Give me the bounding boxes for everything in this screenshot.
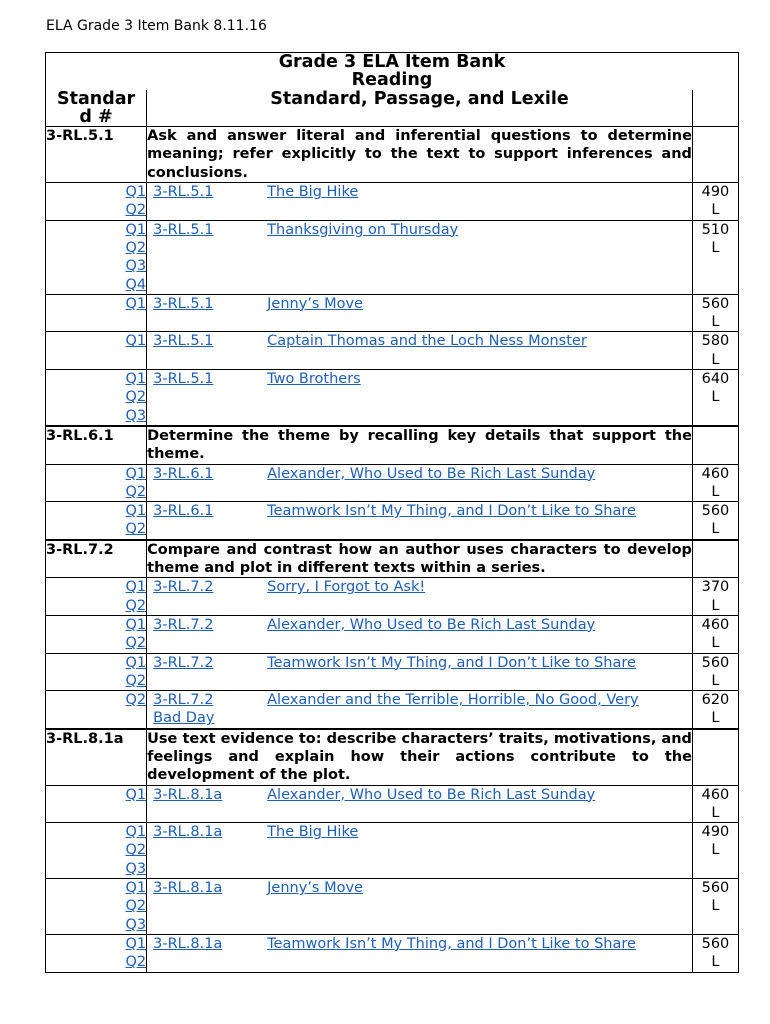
passage-title-link[interactable]: Captain Thomas and the Loch Ness Monster [267,333,587,350]
standard-id: 3-RL.7.2 [46,540,147,578]
passage-title-link[interactable]: Two Brothers [267,371,361,388]
column-header: Standard, Passage, and Lexile [270,88,569,109]
lexile-cell [692,691,738,729]
passage-row [46,691,739,729]
lexile-value: L [711,898,720,915]
passage-title-link[interactable]: Alexander, Who Used to Be Rich Last Sunday [267,465,596,482]
question-link[interactable]: Q1 [125,221,147,238]
passage-row [46,502,739,540]
lexile-value: 460 [701,786,730,803]
lexile-cell [692,502,738,540]
question-link[interactable]: Q1 [125,616,147,633]
question-link[interactable]: Q1 [125,880,147,897]
lexile-value: L [711,314,720,331]
lexile-cell [692,183,738,221]
lexile-value: 560 [701,880,730,897]
lexile-value: L [711,521,720,538]
lexile-value: L [711,954,720,971]
standard-description: Ask and answer literal and inferential questions to determine meaning; refer explicitly to the text to support inferences and conclusions. [147,128,692,181]
question-links [46,615,147,653]
standard-code-link[interactable]: 3-RL.8.1a [153,786,223,803]
question-links [46,578,147,616]
question-link[interactable]: Q1 [125,786,147,803]
passage-row [46,653,739,691]
question-links [46,823,147,879]
question-links [46,691,147,729]
passage-title-link[interactable]: Teamwork Isn’t My Thing, and I Don’t Like to Share [267,935,636,952]
passage-title-link[interactable]: Sorry, I Forgot to Ask! [267,579,426,596]
question-links [46,332,147,370]
question-link[interactable]: Q1 [125,579,147,596]
lexile-value: 490 [701,184,730,201]
lexile-value: 560 [701,935,730,952]
passage-row [46,370,739,426]
question-links [46,502,147,540]
passage-title-link[interactable]: Thanksgiving on Thursday [267,221,459,238]
passage-row [46,785,739,823]
passage-title-link[interactable]: Teamwork Isn’t My Thing, and I Don’t Like to Share [267,654,636,671]
standard-header-line1: Standar [56,88,136,109]
question-links [46,370,147,426]
lexile-cell [692,615,738,653]
passage-cell [147,879,693,935]
passage-row [46,615,739,653]
standard-row [46,540,739,578]
passage-title-link-cont[interactable]: Bad Day [153,710,215,727]
passage-cell [147,578,693,616]
standard-description: Use text evidence to: describe characters’ traits, motivations, and feelings and explain how their actions contribute to the development of the plot. [147,730,692,784]
lexile-value: 560 [701,295,730,312]
passage-title-link[interactable]: The Big Hike [267,824,359,841]
question-links [46,879,147,935]
lexile-value: L [711,842,720,859]
standard-row [46,729,739,785]
passage-cell [147,370,693,426]
lexile-value: L [711,483,720,500]
lexile-empty-cell [692,729,738,785]
lexile-value: L [711,635,720,652]
lexile-cell [692,653,738,691]
standard-row [46,426,739,464]
question-link[interactable]: Q1 [125,824,147,841]
lexile-cell [692,294,738,332]
lexile-header [692,90,738,127]
question-link[interactable]: Q1 [125,465,147,482]
question-link[interactable]: Q3 [125,860,147,877]
passage-cell [147,691,693,729]
standard-code-link[interactable]: 3-RL.6.1 [153,503,214,520]
question-links [46,934,147,972]
standard-code-link[interactable]: 3-RL.6.1 [153,465,214,482]
lexile-value: 580 [701,333,730,350]
passage-cell [147,823,693,879]
header-row [46,90,739,127]
lexile-empty-cell [692,540,738,578]
question-link[interactable]: Q2 [125,954,147,971]
lexile-value: L [711,597,720,614]
lexile-value: 490 [701,824,730,841]
passage-row [46,294,739,332]
passage-title-link[interactable]: The Big Hike [267,184,359,201]
passage-cell [147,785,693,823]
standard-description: Compare and contrast how an author uses characters to develop theme and plot in different texts within a series. [147,541,692,577]
question-link[interactable]: Q2 [125,898,147,915]
standard-code-link[interactable]: 3-RL.5.1 [153,333,214,350]
lexile-value: 370 [701,579,730,596]
question-link[interactable]: Q1 [125,333,147,350]
passage-row [46,823,739,879]
passage-cell [147,934,693,972]
lexile-cell [692,220,738,294]
question-link[interactable]: Q1 [125,503,147,520]
standard-code-link[interactable]: 3-RL.5.1 [153,371,214,388]
lexile-value: 460 [701,465,730,482]
question-link[interactable]: Q2 [125,521,147,538]
question-link[interactable]: Q2 [125,239,147,256]
lexile-value: 510 [701,221,730,238]
lexile-value: 640 [701,371,730,388]
lexile-cell [692,879,738,935]
lexile-value: L [711,389,720,406]
question-links [46,653,147,691]
lexile-cell [692,332,738,370]
passage-cell [147,502,693,540]
standard-code-link[interactable]: 3-RL.7.2 [153,654,214,671]
lexile-empty-cell [692,127,738,183]
passage-title-link[interactable]: Alexander, Who Used to Be Rich Last Sunday [267,616,596,633]
passage-row [46,879,739,935]
standard-code-link[interactable]: 3-RL.7.2 [153,692,214,709]
standard-id: 3-RL.8.1a [46,729,147,785]
question-link[interactable]: Q1 [125,295,147,312]
title-row [46,53,739,90]
question-link[interactable]: Q2 [125,202,147,219]
question-link[interactable]: Q2 [125,597,147,614]
standard-code-link[interactable]: 3-RL.8.1a [153,935,223,952]
passage-title-link[interactable]: Jenny’s Move [267,880,363,897]
lexile-cell [692,578,738,616]
question-links [46,464,147,502]
lexile-value: 460 [701,616,730,633]
passage-row [46,332,739,370]
question-link[interactable]: Q1 [125,371,147,388]
lexile-cell [692,823,738,879]
question-links [46,785,147,823]
item-bank-table [45,52,739,973]
question-links [46,220,147,294]
question-link[interactable]: Q1 [125,654,147,671]
standard-code-link[interactable]: 3-RL.5.1 [153,295,214,312]
table-subtitle: Reading [351,70,433,91]
lexile-value: L [711,351,720,368]
lexile-value: 560 [701,503,730,520]
lexile-cell [692,464,738,502]
lexile-cell [692,370,738,426]
question-links [46,294,147,332]
document-header: ELA Grade 3 Item Bank 8.11.16 [46,18,267,34]
standard-code-link[interactable]: 3-RL.8.1a [153,824,223,841]
passage-title-link[interactable]: Jenny’s Move [267,295,363,312]
standard-header-line2: d # [79,106,113,127]
lexile-value: 620 [701,692,730,709]
passage-row [46,220,739,294]
standard-code-link[interactable]: 3-RL.5.1 [153,221,214,238]
question-link[interactable]: Q2 [125,842,147,859]
standard-code-link[interactable]: 3-RL.7.2 [153,616,214,633]
question-link[interactable]: Q3 [125,407,147,424]
standard-id: 3-RL.6.1 [46,426,147,464]
question-link[interactable]: Q3 [125,916,147,933]
question-link[interactable]: Q2 [125,672,147,689]
lexile-value: L [711,239,720,256]
lexile-value: L [711,672,720,689]
lexile-cell [692,785,738,823]
lexile-value: 560 [701,654,730,671]
table-title: Grade 3 ELA Item Bank [278,52,506,72]
question-link[interactable]: Q4 [125,276,147,293]
standard-code-link[interactable]: 3-RL.8.1a [153,880,223,897]
lexile-empty-cell [692,426,738,464]
standard-code-link[interactable]: 3-RL.5.1 [153,184,214,201]
passage-row [46,934,739,972]
lexile-value: L [711,710,720,727]
lexile-value: L [711,804,720,821]
question-link[interactable]: Q2 [125,389,147,406]
question-link[interactable]: Q2 [125,692,147,709]
standard-row [46,127,739,183]
passage-title-link[interactable]: Alexander and the Terrible, Horrible, No Good, Very [267,692,639,709]
passage-row [46,578,739,616]
passage-cell [147,464,693,502]
passage-row [46,464,739,502]
passage-cell [147,183,693,221]
question-link[interactable]: Q2 [125,483,147,500]
question-link[interactable]: Q1 [125,184,147,201]
passage-row [46,183,739,221]
passage-cell [147,220,693,294]
passage-cell [147,294,693,332]
standard-description: Determine the theme by recalling key details that support the theme. [147,427,692,463]
passage-cell [147,332,693,370]
standard-code-link[interactable]: 3-RL.7.2 [153,579,214,596]
lexile-cell [692,934,738,972]
question-links [46,183,147,221]
passage-title-link[interactable]: Alexander, Who Used to Be Rich Last Sunday [267,786,596,803]
passage-title-link[interactable]: Teamwork Isn’t My Thing, and I Don’t Like to Share [267,503,636,520]
standard-id: 3-RL.5.1 [46,127,147,183]
passage-cell [147,615,693,653]
question-link[interactable]: Q2 [125,635,147,652]
lexile-value: L [711,202,720,219]
passage-cell [147,653,693,691]
question-link[interactable]: Q3 [125,258,147,275]
question-link[interactable]: Q1 [125,935,147,952]
